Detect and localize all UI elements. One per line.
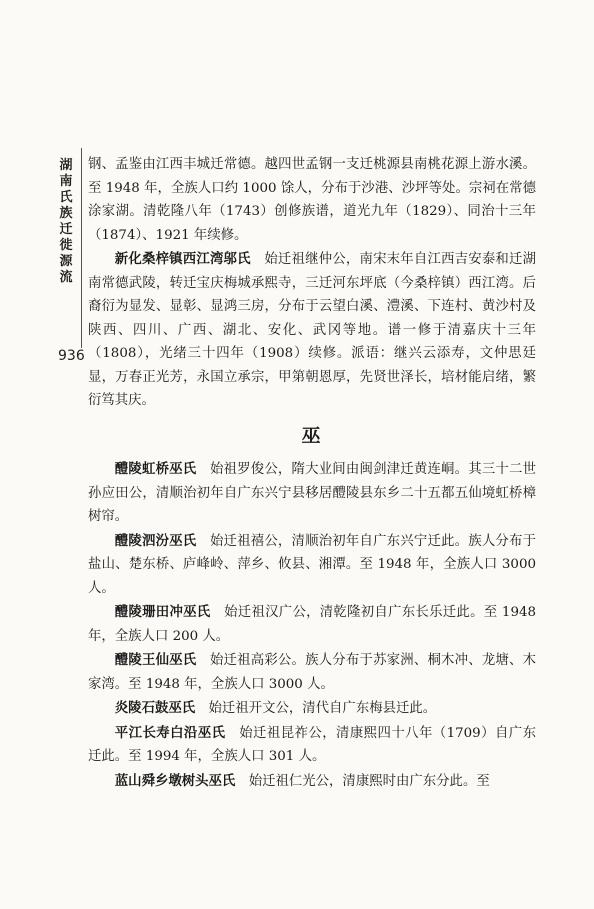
entry-paragraph bbox=[88, 649, 536, 696]
entry-heading: 醴陵泗汾巫氏 bbox=[114, 533, 197, 549]
entry-text: 始迁祖禧公，清顺治初年自广东兴宁迁此。族人分布于盐山、楚东桥、庐峰岭、萍乡、攸县、湘潭。至 1948 年，全族人口 3000 人。 bbox=[88, 533, 536, 596]
entry-text: 始迁祖仁光公，清康熙时由广东分此。至 bbox=[248, 773, 490, 789]
section-title: 巫 bbox=[301, 424, 323, 447]
entry-text: 始祖罗俊公，隋大业间由闽剑津迁黄连峒。其三十二世孙应田公，清顺治初年自广东兴宁县移居醴陵县东乡二十五都五仙境虹桥樟树帘。 bbox=[88, 462, 536, 524]
entry-heading: 炎陵石鼓巫氏 bbox=[114, 701, 196, 716]
entry-text: 始迁祖继仲公，南宋末年自江西吉安泰和迁湖南常德武陵，转迁宝庆梅城承熙寺，三迁河东坪底（今桑梓镇）西江湾。后裔衍为显发、显彰、显鸿三房，分布于云望白溪、澧溪、下连村、黄沙村及陕西、四川、广西、湖北、安化、武冈等地。谱一修于清嘉庆十三年（1808），光绪三十四年（1908）续修。派语：继兴云添寿，文仲思廷显，万春正光芳，永国立承宗，甲第朝恩厚，先贤世泽长，培材能启绪，繁衍笃其庆。 bbox=[88, 252, 536, 408]
entry-heading: 蓝山舜乡墩树头巫氏 bbox=[114, 773, 236, 789]
page-content bbox=[88, 153, 536, 793]
continued-paragraph: 钢、孟鉴由江西丰城迁常德。越四世孟钢一支迁桃源县南桃花源上游水溪。至 1948 年，全族人口约 1000 馀人，分布于沙港、沙坪等处。宗祠在常德涂家湖。清乾隆八年（1743）创修族谱，道光九年（1829）、同治十三年（1874）、1921 年续修。 bbox=[88, 157, 536, 243]
side-rule bbox=[81, 148, 82, 348]
entry-heading: 新化桑梓镇西江湾邬氏 bbox=[114, 252, 251, 267]
entry-text: 始迁祖汉广公，清乾隆初自广东长乐迁此。至 1948 年，全族人口 200 人。 bbox=[88, 605, 537, 644]
entry-paragraph bbox=[88, 722, 536, 769]
entry-heading: 平江长寿白沿巫氏 bbox=[114, 725, 226, 741]
entry-text: 始迁祖昆祚公，清康熙四十八年（1709）自广东迁此。至 1994 年，全族人口 301 人。 bbox=[88, 725, 537, 764]
entry-paragraph bbox=[88, 530, 536, 601]
entry-heading: 醴陵王仙巫氏 bbox=[114, 653, 197, 668]
page-number: 936 bbox=[58, 348, 85, 364]
entry-paragraph bbox=[88, 458, 536, 529]
entry-text: 始迁祖高彩公。族人分布于苏家洲、桐木冲、龙塘、木家湾。至 1948 年，全族人口 3000 人。 bbox=[88, 653, 536, 692]
side-title: 湖南氏族迁徙源流 bbox=[59, 158, 73, 285]
entry-paragraph bbox=[88, 697, 536, 721]
entry-paragraph bbox=[88, 770, 536, 794]
entry-heading: 醴陵虹桥巫氏 bbox=[114, 462, 197, 477]
entry-paragraph bbox=[88, 248, 536, 413]
entry-paragraph bbox=[88, 601, 536, 648]
entry-heading: 醴陵珊田冲巫氏 bbox=[114, 605, 211, 620]
entry-text: 始迁祖开文公，清代自广东梅县迁此。 bbox=[208, 701, 437, 716]
